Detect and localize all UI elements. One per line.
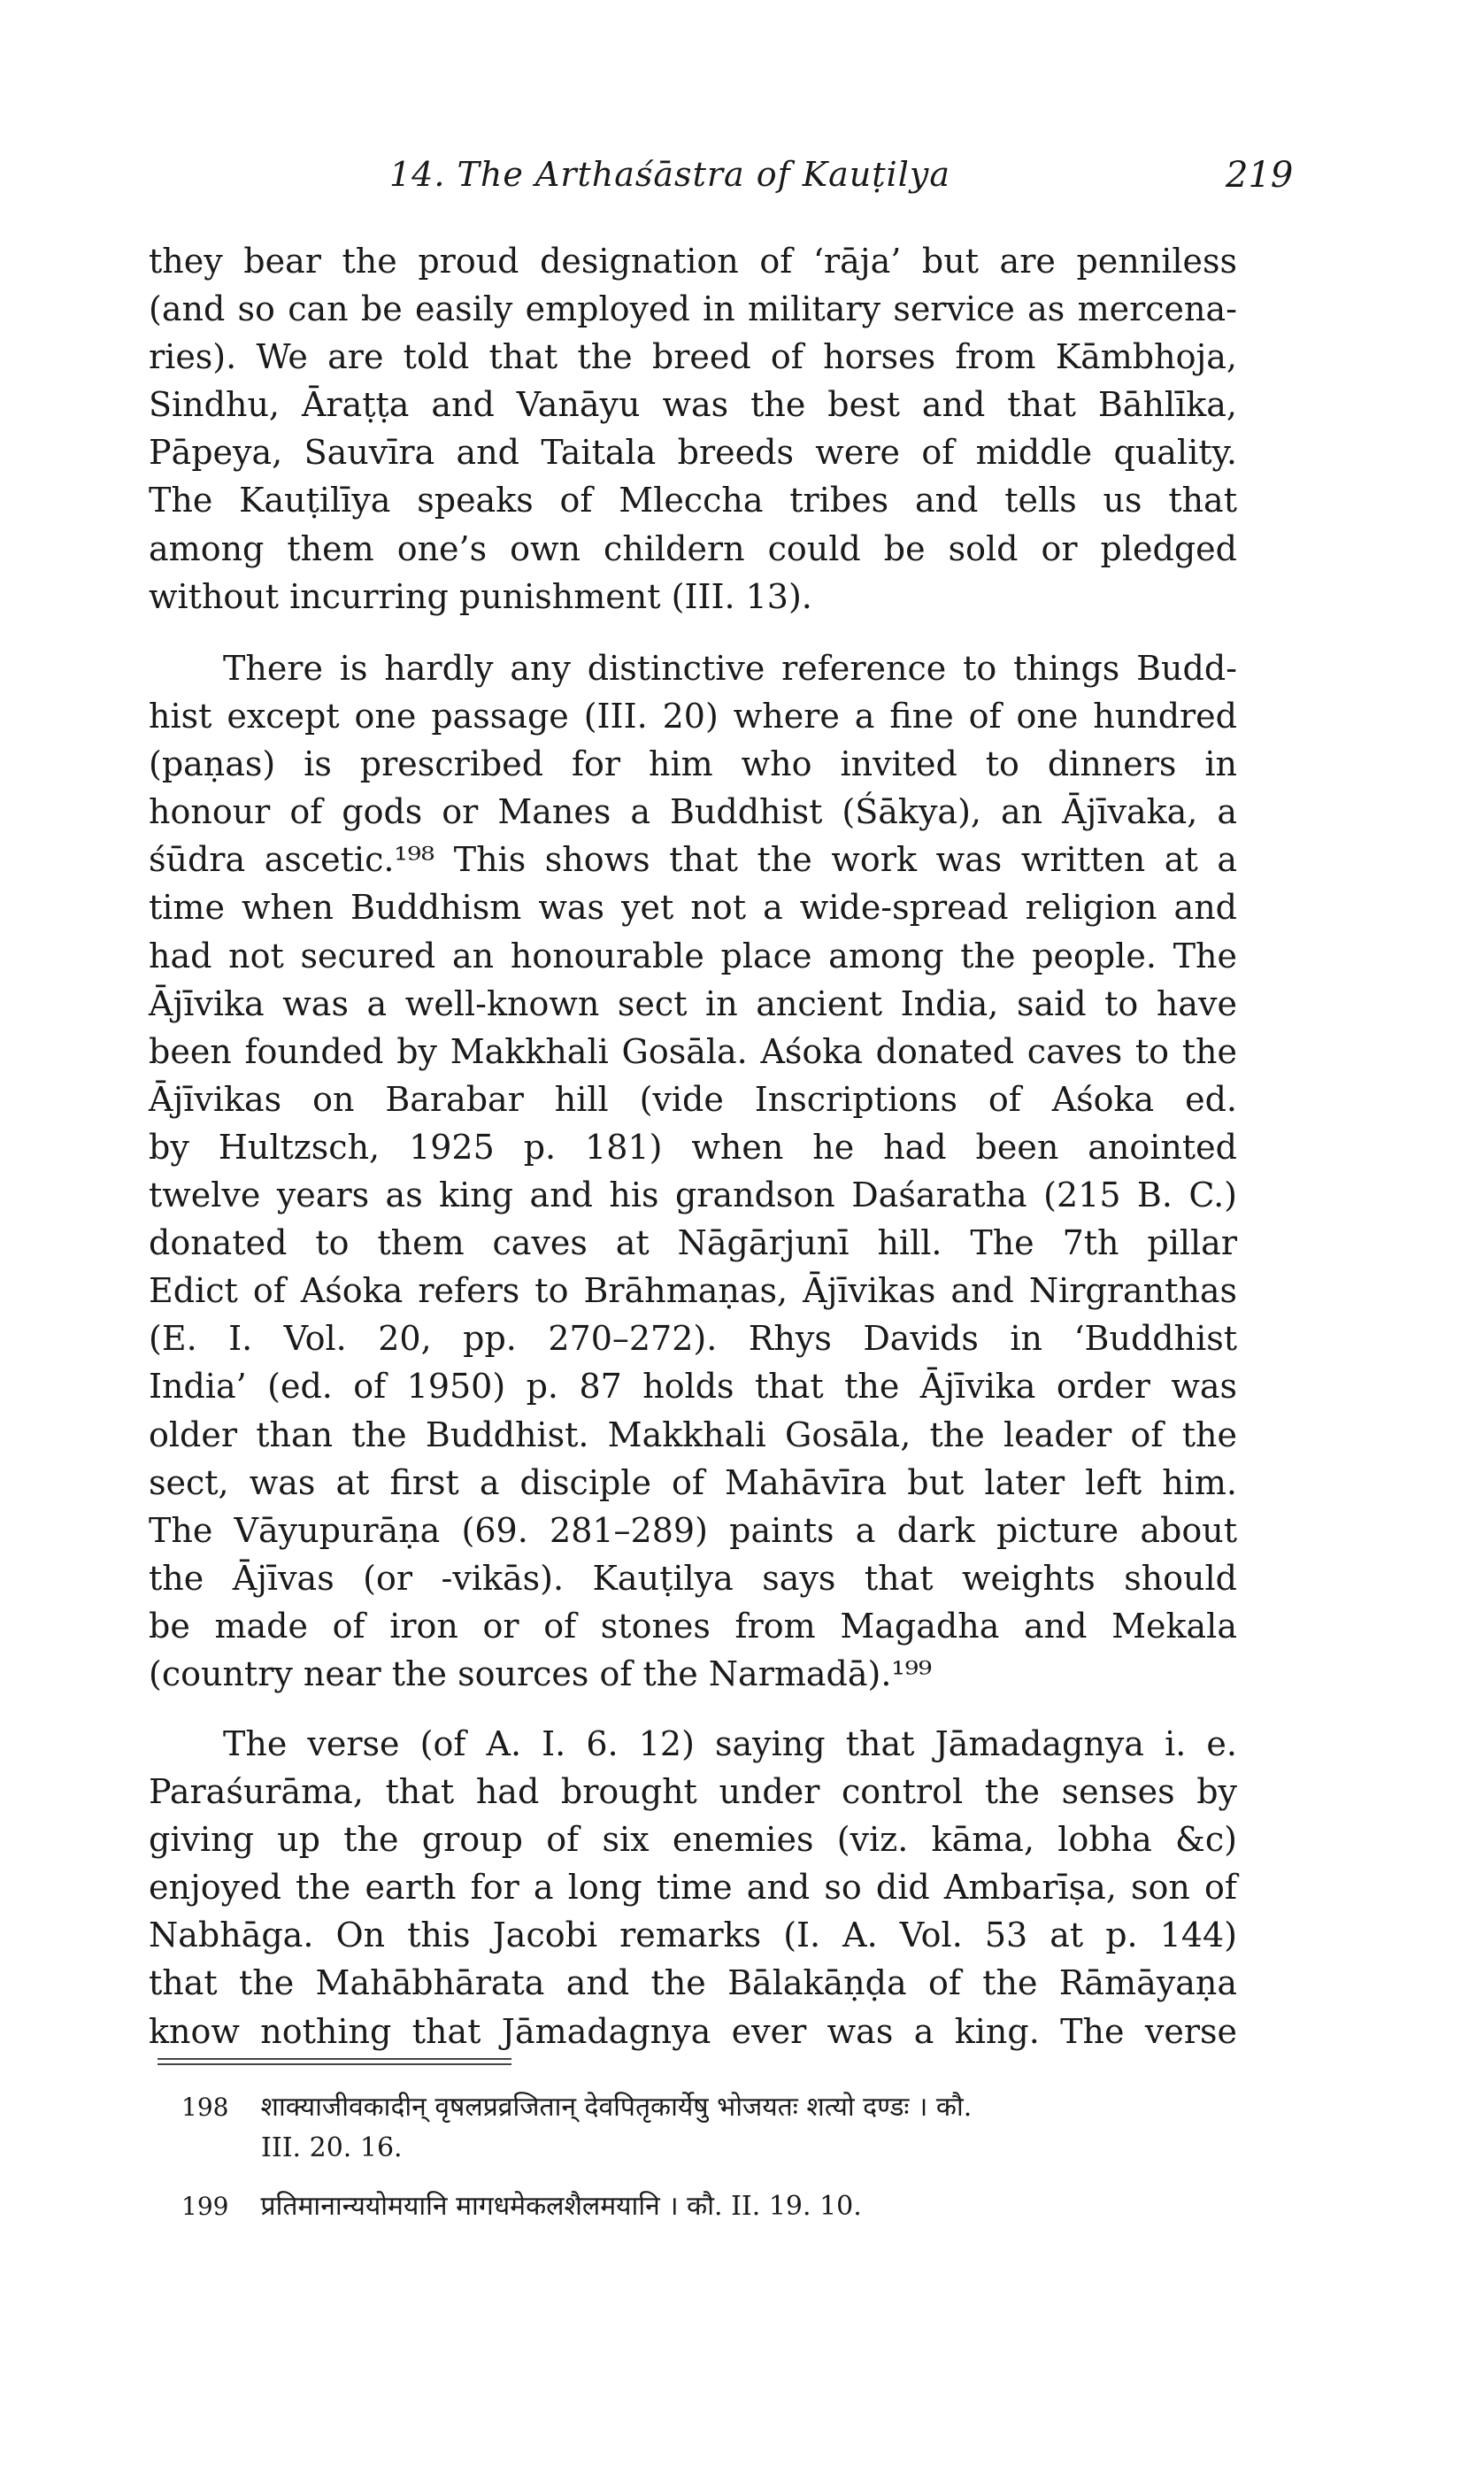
footnote-mark: 198: [181, 2093, 229, 2122]
text-line: ries). We are told that the breed of horses from Kāmbhoja,: [149, 337, 1237, 377]
text-line: older than the Buddhist. Makkhali Gosāla, the leader of the: [149, 1415, 1237, 1454]
text-line: Paraśurāma, that had brought under control the senses by: [149, 1772, 1237, 1812]
footnote-199: [181, 2186, 862, 2227]
text-line: by Hultzsch, 1925 p. 181) when he had been anointed: [149, 1127, 1237, 1167]
text-line: hist except one passage (III. 20) where a fine of one hundred: [149, 697, 1237, 736]
text-line: know nothing that Jāmadagnya ever was a king. The verse: [149, 2011, 1237, 2051]
text-line: (paṇas) is prescribed for him who invited to dinners in: [149, 744, 1237, 784]
text-line: The Kauṭilīya speaks of Mleccha tribes and tells us that: [149, 481, 1237, 520]
paragraph-2: [149, 644, 1237, 1698]
text-line: enjoyed the earth for a long time and so did Ambarīṣa, son of: [149, 1868, 1237, 1908]
text-line: Edict of Aśoka refers to Brāhmaṇas, Ājīvikas and Nirgranthas: [149, 1271, 1237, 1311]
text-line: honour of gods or Manes a Buddhist (Śākya), an Ājīvaka, a: [149, 792, 1237, 832]
text-line: had not secured an honourable place among the people. The: [149, 936, 1237, 975]
paragraph-1: [149, 237, 1237, 621]
page-number: 219: [1226, 155, 1294, 196]
text-line: they bear the proud designation of ‘rāja’ but are penniless: [149, 242, 1237, 281]
text-line: without incurring punishment (III. 13).: [149, 576, 812, 616]
text-line: donated to them caves at Nāgārjunī hill. The 7th pillar: [149, 1223, 1237, 1263]
paragraph-3: [149, 1720, 1237, 2055]
footnote-continuation: III. 20. 16.: [261, 2132, 403, 2163]
text-line: giving up the group of six enemies (viz. kāma, lobha &c): [149, 1820, 1237, 1860]
text-line: There is hardly any distinctive reference to things Budd-: [223, 649, 1237, 688]
text-line: time when Buddhism was yet not a wide-spread religion and: [149, 888, 1237, 928]
text-line: (and so can be easily employed in military service as mercena-: [149, 289, 1237, 329]
text-line: (country near the sources of the Narmadā).¹⁹⁹: [149, 1654, 933, 1693]
text-line: India’ (ed. of 1950) p. 87 holds that the Ājīvika order was: [149, 1367, 1237, 1407]
text-line: Pāpeya, Sauvīra and Taitala breeds were of middle quality.: [149, 433, 1237, 473]
text-line: sect, was at first a disciple of Mahāvīra but later left him.: [149, 1462, 1237, 1502]
text-line: śūdra ascetic.¹⁹⁸ This shows that the work was written at a: [149, 840, 1237, 880]
text-line: be made of iron or of stones from Magadha and Mekala: [149, 1606, 1237, 1646]
footnote-198: [181, 2087, 972, 2169]
text-line: the Ājīvas (or -vikās). Kauṭilya says that weights should: [149, 1558, 1237, 1598]
running-head: 14. The Arthaśāstra of Kauṭilya: [389, 155, 950, 194]
text-line: (E. I. Vol. 20, pp. 270–272). Rhys Davids in ‘Buddhist: [149, 1319, 1237, 1359]
footnote-text: प्रतिमानान्ययोमयानि मागधमेकलशैलमयानि । कौ. II. 19. 10.: [260, 2191, 862, 2222]
text-line: The verse (of A. I. 6. 12) saying that Jāmadagnya i. e.: [223, 1724, 1237, 1763]
footnote-text: शाक्याजीवकादीन् वृषलप्रव्रजितान् देवपितृकार्येषु भोजयतः शत्यो दण्डः । कौ.: [260, 2092, 973, 2123]
text-line: been founded by Makkhali Gosāla. Aśoka donated caves to the: [149, 1031, 1237, 1071]
text-line: Ājīvika was a well-known sect in ancient India, said to have: [149, 983, 1237, 1023]
text-line: twelve years as king and his grandson Daśaratha (215 B. C.): [149, 1176, 1237, 1215]
footnote-divider: [158, 2058, 511, 2060]
text-line: Ājīvikas on Barabar hill (vide Inscriptions of Aśoka ed.: [149, 1079, 1237, 1119]
text-line: Nabhāga. On this Jacobi remarks (I. A. Vol. 53 at p. 144): [149, 1916, 1237, 1955]
text-line: The Vāyupurāṇa (69. 281–289) paints a dark picture about: [149, 1510, 1237, 1550]
text-line: Sindhu, Āraṭṭa and Vanāyu was the best and that Bāhlīka,: [149, 385, 1237, 425]
text-line: among them one’s own childern could be sold or pledged: [149, 528, 1237, 568]
text-line: that the Mahābhārata and the Bālakāṇḍa of the Rāmāyaṇa: [149, 1963, 1237, 2003]
footnote-mark: 199: [181, 2192, 229, 2221]
